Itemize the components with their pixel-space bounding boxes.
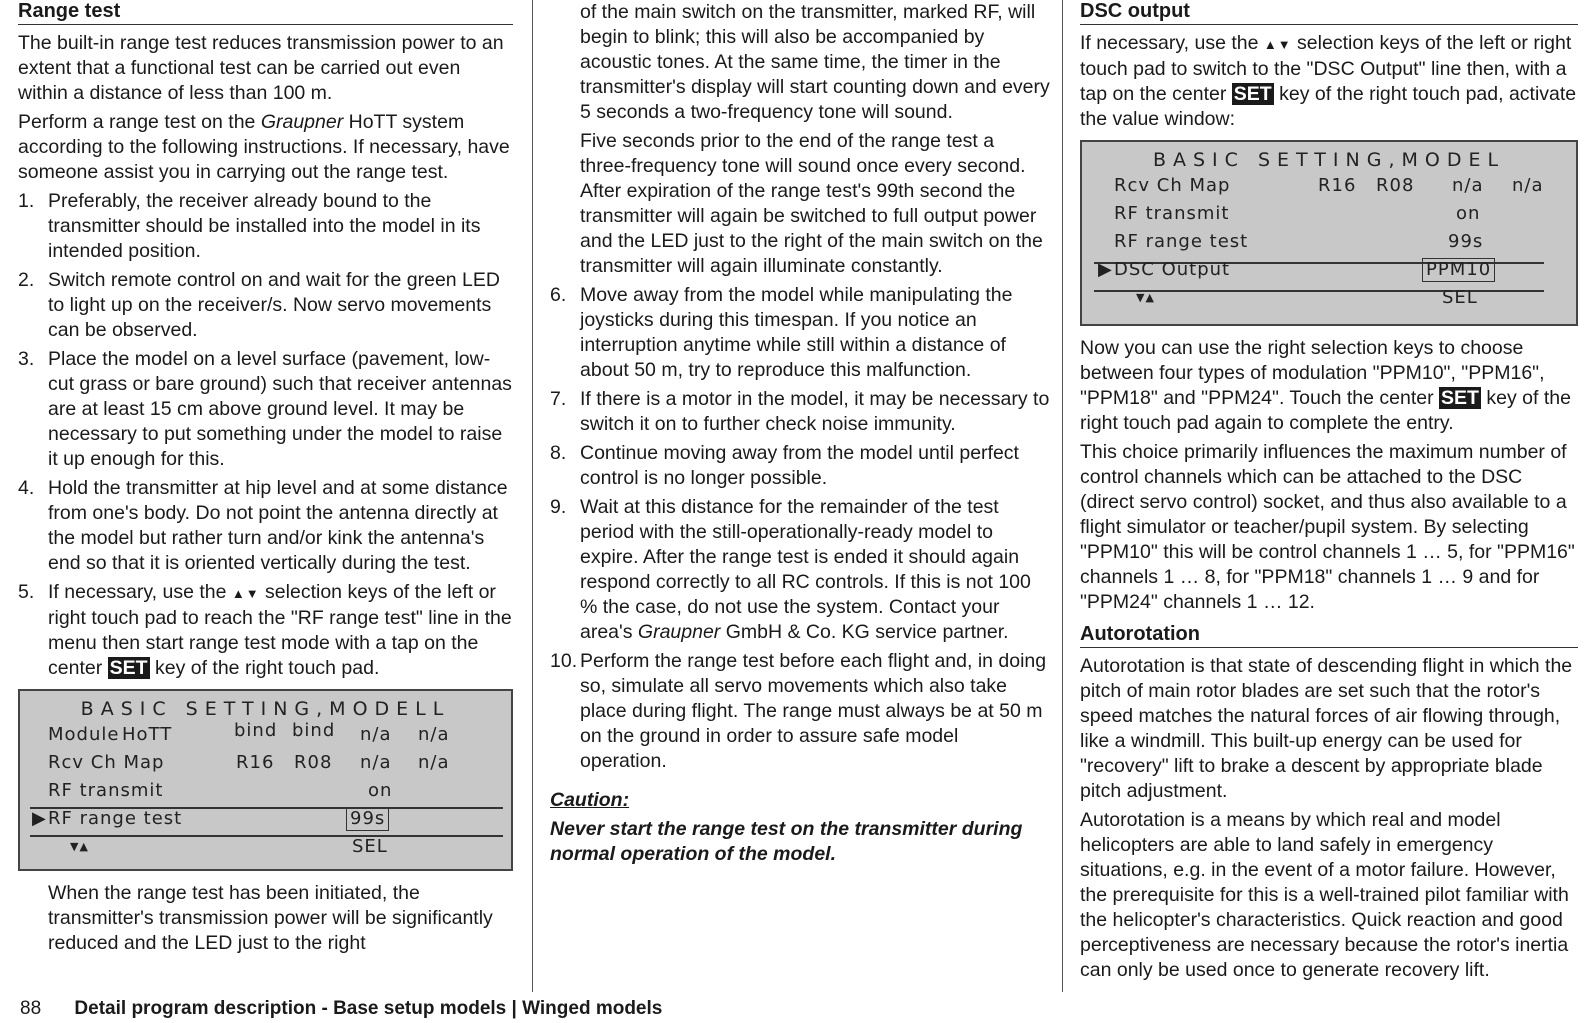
- paragraph: Autorotation is a means by which real and model helicopters are able to land safely in emergency situations, e.g. in the event of a motor failure. However, the prerequisite for this is a well-trained pilot familiar with the helicopter's characteristics. Quick reaction and good perceptiveness are necessary because the rotor's inertia can only be used once to generate recovery lift.: [1080, 809, 1569, 981]
- column-divider-2: [1062, 0, 1063, 992]
- paragraph: This choice primarily influences the maximum number of control channels which can be attached to the DSC (direct servo control) socket, and thus also available to a flight simulator or teacher/pupil system. By selecting "PPM10" this will be control channels 1 … 5, for "PPM16" channels 1 … 8, for "PPM18" channels 1 … 9 and for "PPM24" channels 1 … 12.: [1080, 441, 1575, 613]
- list-item: 3. Place the model on a level surface (pavement, low-cut grass or bare ground) such that receiver antennas are at least 15 cm above ground level. It may be necessary to put something under the model to raise it up enough for this.: [18, 348, 512, 470]
- list-item: 2. Switch remote control on and wait for the green LED to light up on the receiver/s. Now servo movements can be observed.: [18, 269, 500, 341]
- list-item: 8. Continue moving away from the model until perfect control is no longer possible.: [550, 442, 1019, 489]
- lcd-title: BASIC SETTING,MODELL: [80, 698, 451, 720]
- page-footer: [20, 998, 662, 1020]
- list-item: 1. Preferably, the receiver already bound to the transmitter should be installed into the model in its intended position.: [18, 190, 481, 262]
- caution-heading: Caution:: [550, 789, 630, 811]
- set-key-badge: SET: [1233, 83, 1272, 105]
- sel-label: SEL: [352, 836, 388, 857]
- paragraph: Now you can use the right selection keys to choose between four types of modulation "PPM10", "PPM16", "PPM18" and "PPM24". Touch the center SET key of the right touch pad again to complete the entry.: [1080, 337, 1571, 434]
- list-item: 9. Wait at this distance for the remainder of the test period with the still-operationally-ready model to expire. After the range test is ended it should again respond correctly to all RC controls. If this is not 100 % the case, do not use the system. Contact your area's Graupner GmbH & Co. KG service partner.: [550, 496, 1031, 643]
- heading-autorotation: Autorotation: [1080, 623, 1578, 648]
- list-item: 5. If necessary, use the ▲▼ selection keys of the left or right touch pad to reach the "RF range test" line in the menu then start range test mode with a tap on the center SET key of the right touch pad.: [18, 581, 512, 679]
- down-up-arrows-icon: ▼▲: [70, 840, 89, 853]
- paragraph: When the range test has been initiated, the transmitter's transmission power will be significantly reduced and the LED just to the right: [48, 882, 493, 954]
- lcd-row-rf-transmit: RF transmit on: [48, 780, 393, 801]
- up-down-arrows-icon: ▲▼: [231, 586, 260, 601]
- column-2: [550, 0, 1050, 871]
- column-1: [18, 0, 513, 960]
- lcd-footer: [1082, 284, 1576, 312]
- set-key-badge: SET: [109, 657, 148, 679]
- list-item: 6. Move away from the model while manipulating the joysticks during this timespan. If you notice an interruption anytime while still within a distance of about 50 m, try to reproduce this malfunction.: [550, 284, 1013, 381]
- lcd-row-rcv-ch-map: Rcv Ch Map R16 R08 n/a n/a: [1114, 175, 1544, 196]
- column-divider-1: [532, 0, 533, 992]
- paragraph: Five seconds prior to the end of the range test a three-frequency tone will sound once every second. After expiration of the range test's 99th second the transmitter will again be switched to full output power and the LED just to the right of the main switch on the transmitter will again illuminate constantly.: [580, 130, 1043, 277]
- lcd-row-rcv-ch-map: Rcv Ch Map R16 R08 n/a n/a: [48, 752, 450, 773]
- lcd-title: BASIC SETTING,MODEL: [1152, 149, 1506, 171]
- down-up-arrows-icon: ▼▲: [1136, 291, 1155, 304]
- paragraph: Perform a range test on the Graupner HoTT system according to the following instructions. If necessary, have someone assist you in carrying out the range test.: [18, 111, 510, 183]
- lcd-screen-dsc-output: [1080, 140, 1578, 326]
- list-item: 4. Hold the transmitter at hip level and at some distance from one's body. Do not point the antenna directly at the model but rather turn and/or kink the antenna's end so that it is oriented vertically during the test.: [18, 477, 508, 574]
- paragraph: of the main switch on the transmitter, marked RF, will begin to blink; this will also be accompanied by acoustic tones. At the same time, the timer in the transmitter's display will start counting down and every 5 seconds a two-frequency tone will sound.: [580, 1, 1050, 123]
- lcd-row-rf-range-test: RF range test 99s: [1114, 231, 1484, 252]
- list-item: 10. Perform the range test before each flight and, in doing so, simulate all servo movements which also take place during flight. The range must always be at 50 m on the ground in order to assure safe model operation.: [550, 650, 1047, 772]
- lcd-screen-basic-setting: [18, 689, 513, 871]
- sel-label: SEL: [1442, 287, 1478, 308]
- heading-range-test: Range test: [18, 0, 513, 25]
- list-item: 7. If there is a motor in the model, it may be necessary to switch it on to further check noise immunity.: [550, 388, 1050, 435]
- range-test-steps-continued: [550, 283, 1050, 774]
- lcd-row-rf-transmit: RF transmit on: [1114, 203, 1481, 224]
- selection-pointer-icon: ▶: [1098, 259, 1113, 280]
- paragraph: If necessary, use the ▲▼ selection keys of the left or right touch pad to switch to the "DSC Output" line then, with a tap on the center SET key of the right touch pad, activate the value window:: [1080, 32, 1577, 130]
- range-test-value[interactable]: 99s: [346, 807, 389, 831]
- lcd-footer: [20, 833, 511, 861]
- selection-pointer-icon: ▶: [32, 808, 47, 829]
- range-test-steps: [18, 189, 513, 681]
- lcd-row-module: Module HoTT bind bind n/a n/a: [48, 720, 450, 745]
- footer-title: Detail program description - Base setup models | Winged models: [74, 998, 663, 1019]
- up-down-arrows-icon: ▲▼: [1263, 37, 1292, 52]
- set-key-badge: SET: [1441, 387, 1479, 409]
- lcd-row-dsc-output[interactable]: ▶ DSC Output PPM10: [1082, 256, 1576, 284]
- caution-text: Never start the range test on the transmitter during normal operation of the model.: [550, 818, 1023, 865]
- lcd-row-rf-range-test[interactable]: ▶ RF range test 99s: [20, 805, 511, 833]
- column-3: [1080, 0, 1578, 987]
- paragraph: The built-in range test reduces transmission power to an extent that a functional test can be carried out even within a distance of less than 100 m.: [18, 32, 504, 104]
- paragraph: Autorotation is that state of descending flight in which the pitch of main rotor blades are set such that the rotor's speed matches the natural forces of air flowing through, like a windmill. This built-up energy can be used for "recovery" lift to brake a descent by appropriate blade pitch adjustment.: [1080, 655, 1573, 802]
- page-number: 88: [20, 998, 42, 1019]
- dsc-output-value[interactable]: PPM10: [1422, 258, 1495, 282]
- heading-dsc-output: DSC output: [1080, 0, 1578, 25]
